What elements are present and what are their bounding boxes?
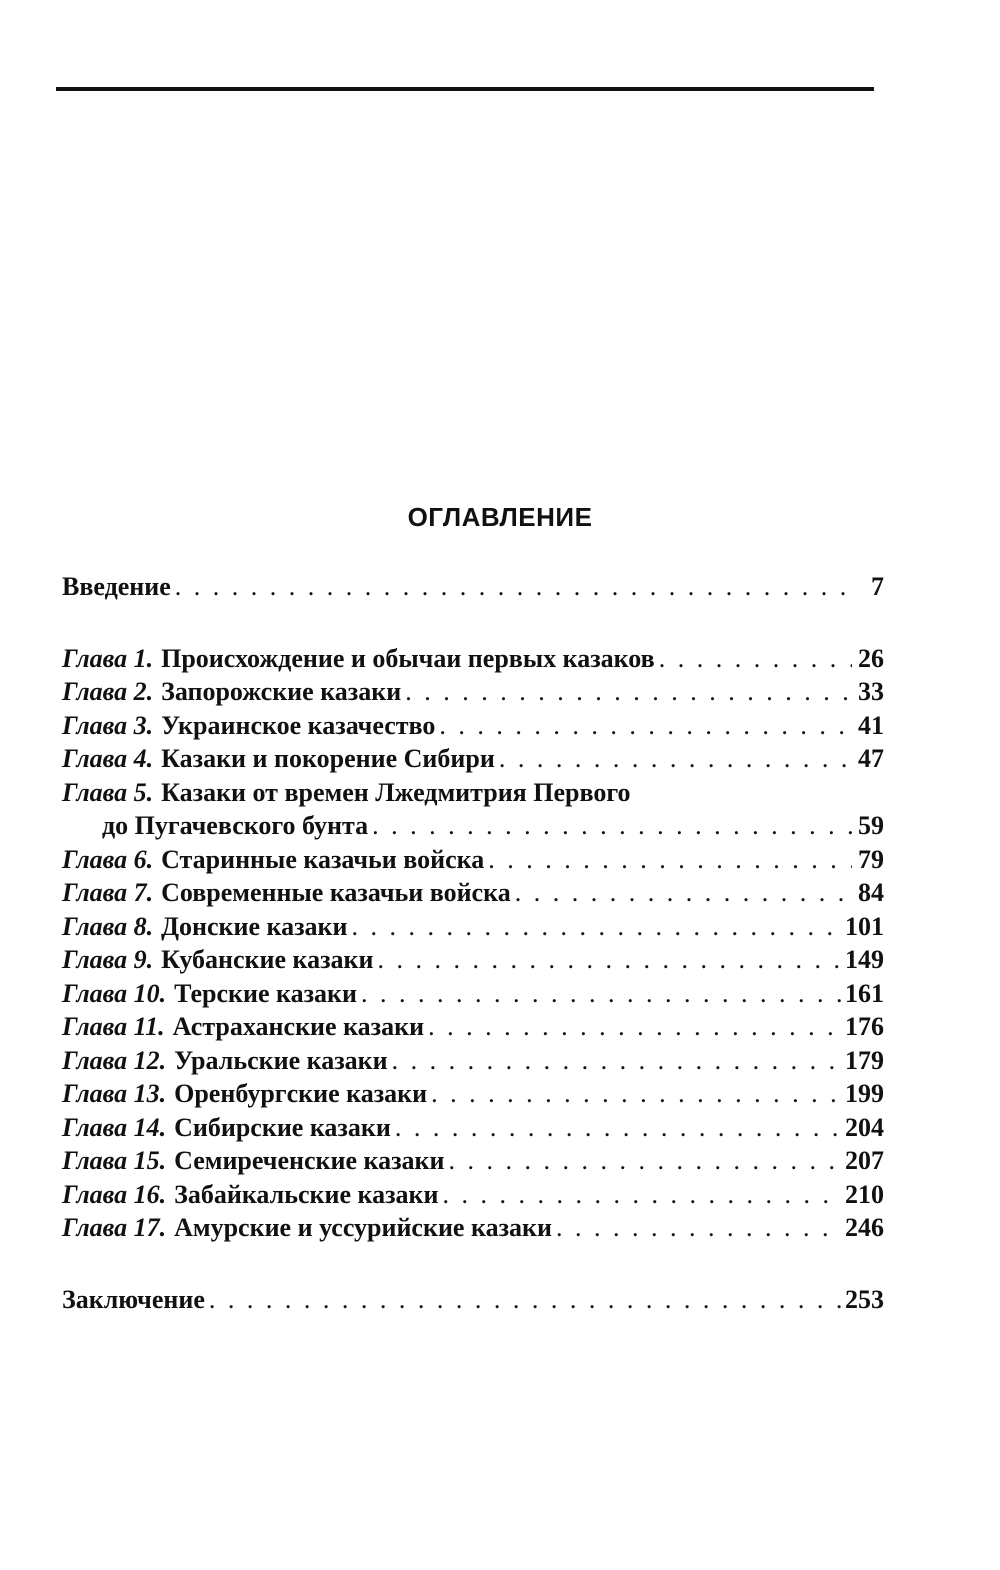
top-rule (56, 87, 874, 91)
chapter-page: 47 (858, 744, 884, 773)
chapter-label: Глава 12. (62, 1045, 167, 1075)
dot-leader (405, 677, 852, 707)
chapter-title: Астраханские казаки (172, 1012, 425, 1041)
chapter-title: Уральские казаки (174, 1045, 388, 1075)
toc-entry-chapter-8[interactable] (62, 912, 884, 946)
toc-entry-chapter-11[interactable] (62, 1012, 884, 1046)
toc-entry-introduction[interactable] (62, 572, 884, 606)
toc-entry-chapter-1[interactable] (62, 644, 884, 678)
chapter-label: Глава 11. (62, 1012, 165, 1041)
toc-entry-chapter-10[interactable] (62, 979, 884, 1013)
dot-leader (659, 644, 852, 674)
chapter-label: Глава 14. (62, 1112, 167, 1142)
chapter-title: Сибирские казаки (174, 1112, 391, 1142)
dot-leader (378, 945, 842, 975)
chapter-label: Глава 16. (62, 1179, 167, 1209)
chapter-title: Запорожские казаки (161, 677, 402, 706)
chapter-label: Глава 15. (62, 1146, 167, 1175)
chapter-page: 33 (858, 677, 884, 706)
toc-entry-chapter-5[interactable] (62, 778, 884, 812)
chapter-page: 149 (845, 945, 884, 974)
chapter-page: 207 (845, 1146, 884, 1175)
toc-entry-chapter-5-continued[interactable] (62, 811, 884, 845)
toc-entry-chapter-13[interactable] (62, 1079, 884, 1113)
dot-leader (431, 1079, 841, 1109)
chapter-title-continuation: до Пугачевского бунта (102, 811, 369, 840)
chapter-label: Глава 5. (62, 777, 154, 807)
chapter-title: Амурские и уссурийские казаки (174, 1213, 552, 1242)
dot-leader (449, 1146, 841, 1176)
entry-title: Введение (62, 572, 171, 601)
dot-leader (439, 711, 852, 741)
chapter-title: Семиреченские казаки (174, 1146, 445, 1175)
chapter-label: Глава 13. (62, 1079, 167, 1108)
dot-leader (488, 845, 852, 875)
chapter-title: Оренбургские казаки (174, 1079, 428, 1108)
chapter-title: Казаки от времен Лжедмитрия Первого (161, 777, 631, 807)
toc-heading: ОГЛАВЛЕНИЕ (407, 502, 593, 532)
dot-leader (175, 572, 852, 602)
chapter-label: Глава 9. (62, 945, 154, 974)
chapter-title: Забайкальские казаки (174, 1179, 439, 1209)
chapter-label: Глава 7. (62, 878, 154, 907)
dot-leader (499, 744, 852, 774)
chapter-page: 41 (858, 710, 884, 740)
chapter-page: 204 (845, 1112, 884, 1142)
toc-entry-conclusion[interactable] (62, 1285, 884, 1319)
toc-entry-chapter-17[interactable] (62, 1213, 884, 1247)
chapter-title: Старинные казачьи войска (161, 844, 485, 874)
toc-entry-chapter-14[interactable] (62, 1113, 884, 1147)
toc-entry-chapter-6[interactable] (62, 845, 884, 879)
chapter-title: Казаки и покорение Сибири (161, 744, 495, 773)
dot-leader (515, 878, 852, 908)
chapter-label: Глава 3. (62, 710, 154, 740)
dot-leader (428, 1012, 841, 1042)
chapter-page: 179 (845, 1045, 884, 1075)
chapter-page: 26 (858, 643, 884, 673)
dot-leader (372, 811, 852, 841)
entry-title: Заключение (62, 1284, 205, 1314)
chapter-page: 199 (845, 1079, 884, 1108)
toc-entry-chapter-2[interactable] (62, 677, 884, 711)
chapter-page: 176 (845, 1012, 884, 1041)
toc-entry-chapter-15[interactable] (62, 1146, 884, 1180)
table-of-contents (62, 572, 884, 1318)
chapter-label: Глава 4. (62, 744, 154, 773)
chapter-title: Современные казачьи войска (161, 878, 511, 907)
chapter-page: 79 (858, 844, 884, 874)
chapter-page: 246 (845, 1213, 884, 1242)
toc-entry-chapter-9[interactable] (62, 945, 884, 979)
chapter-page: 101 (845, 911, 884, 941)
chapter-title: Кубанские казаки (161, 945, 374, 974)
dot-leader (556, 1213, 841, 1243)
dot-leader (352, 912, 841, 942)
dot-leader (392, 1046, 841, 1076)
chapter-label: Глава 1. (62, 643, 154, 673)
chapter-title: Происхождение и обычаи первых казаков (161, 643, 655, 673)
chapter-label: Глава 2. (62, 677, 154, 706)
dot-leader (361, 979, 841, 1009)
chapter-label: Глава 8. (62, 911, 154, 941)
dot-leader (395, 1113, 841, 1143)
toc-entry-chapter-7[interactable] (62, 878, 884, 912)
dot-leader (443, 1180, 841, 1210)
chapter-label: Глава 10. (62, 978, 167, 1008)
chapter-page: 161 (845, 978, 884, 1008)
dot-leader (209, 1285, 841, 1315)
entry-page: 7 (871, 572, 884, 601)
entry-page: 253 (845, 1284, 884, 1314)
toc-entry-chapter-3[interactable] (62, 711, 884, 745)
chapter-title: Донские казаки (161, 911, 348, 941)
toc-entry-chapter-16[interactable] (62, 1180, 884, 1214)
chapter-title: Терские казаки (174, 978, 357, 1008)
chapter-page: 59 (858, 811, 884, 840)
chapter-page: 84 (858, 878, 884, 907)
chapter-label: Глава 17. (62, 1213, 167, 1242)
chapter-label: Глава 6. (62, 844, 154, 874)
chapter-page: 210 (845, 1179, 884, 1209)
toc-entry-chapter-12[interactable] (62, 1046, 884, 1080)
chapter-title: Украинское казачество (161, 710, 436, 740)
toc-entry-chapter-4[interactable] (62, 744, 884, 778)
chapter-list (62, 644, 884, 1247)
